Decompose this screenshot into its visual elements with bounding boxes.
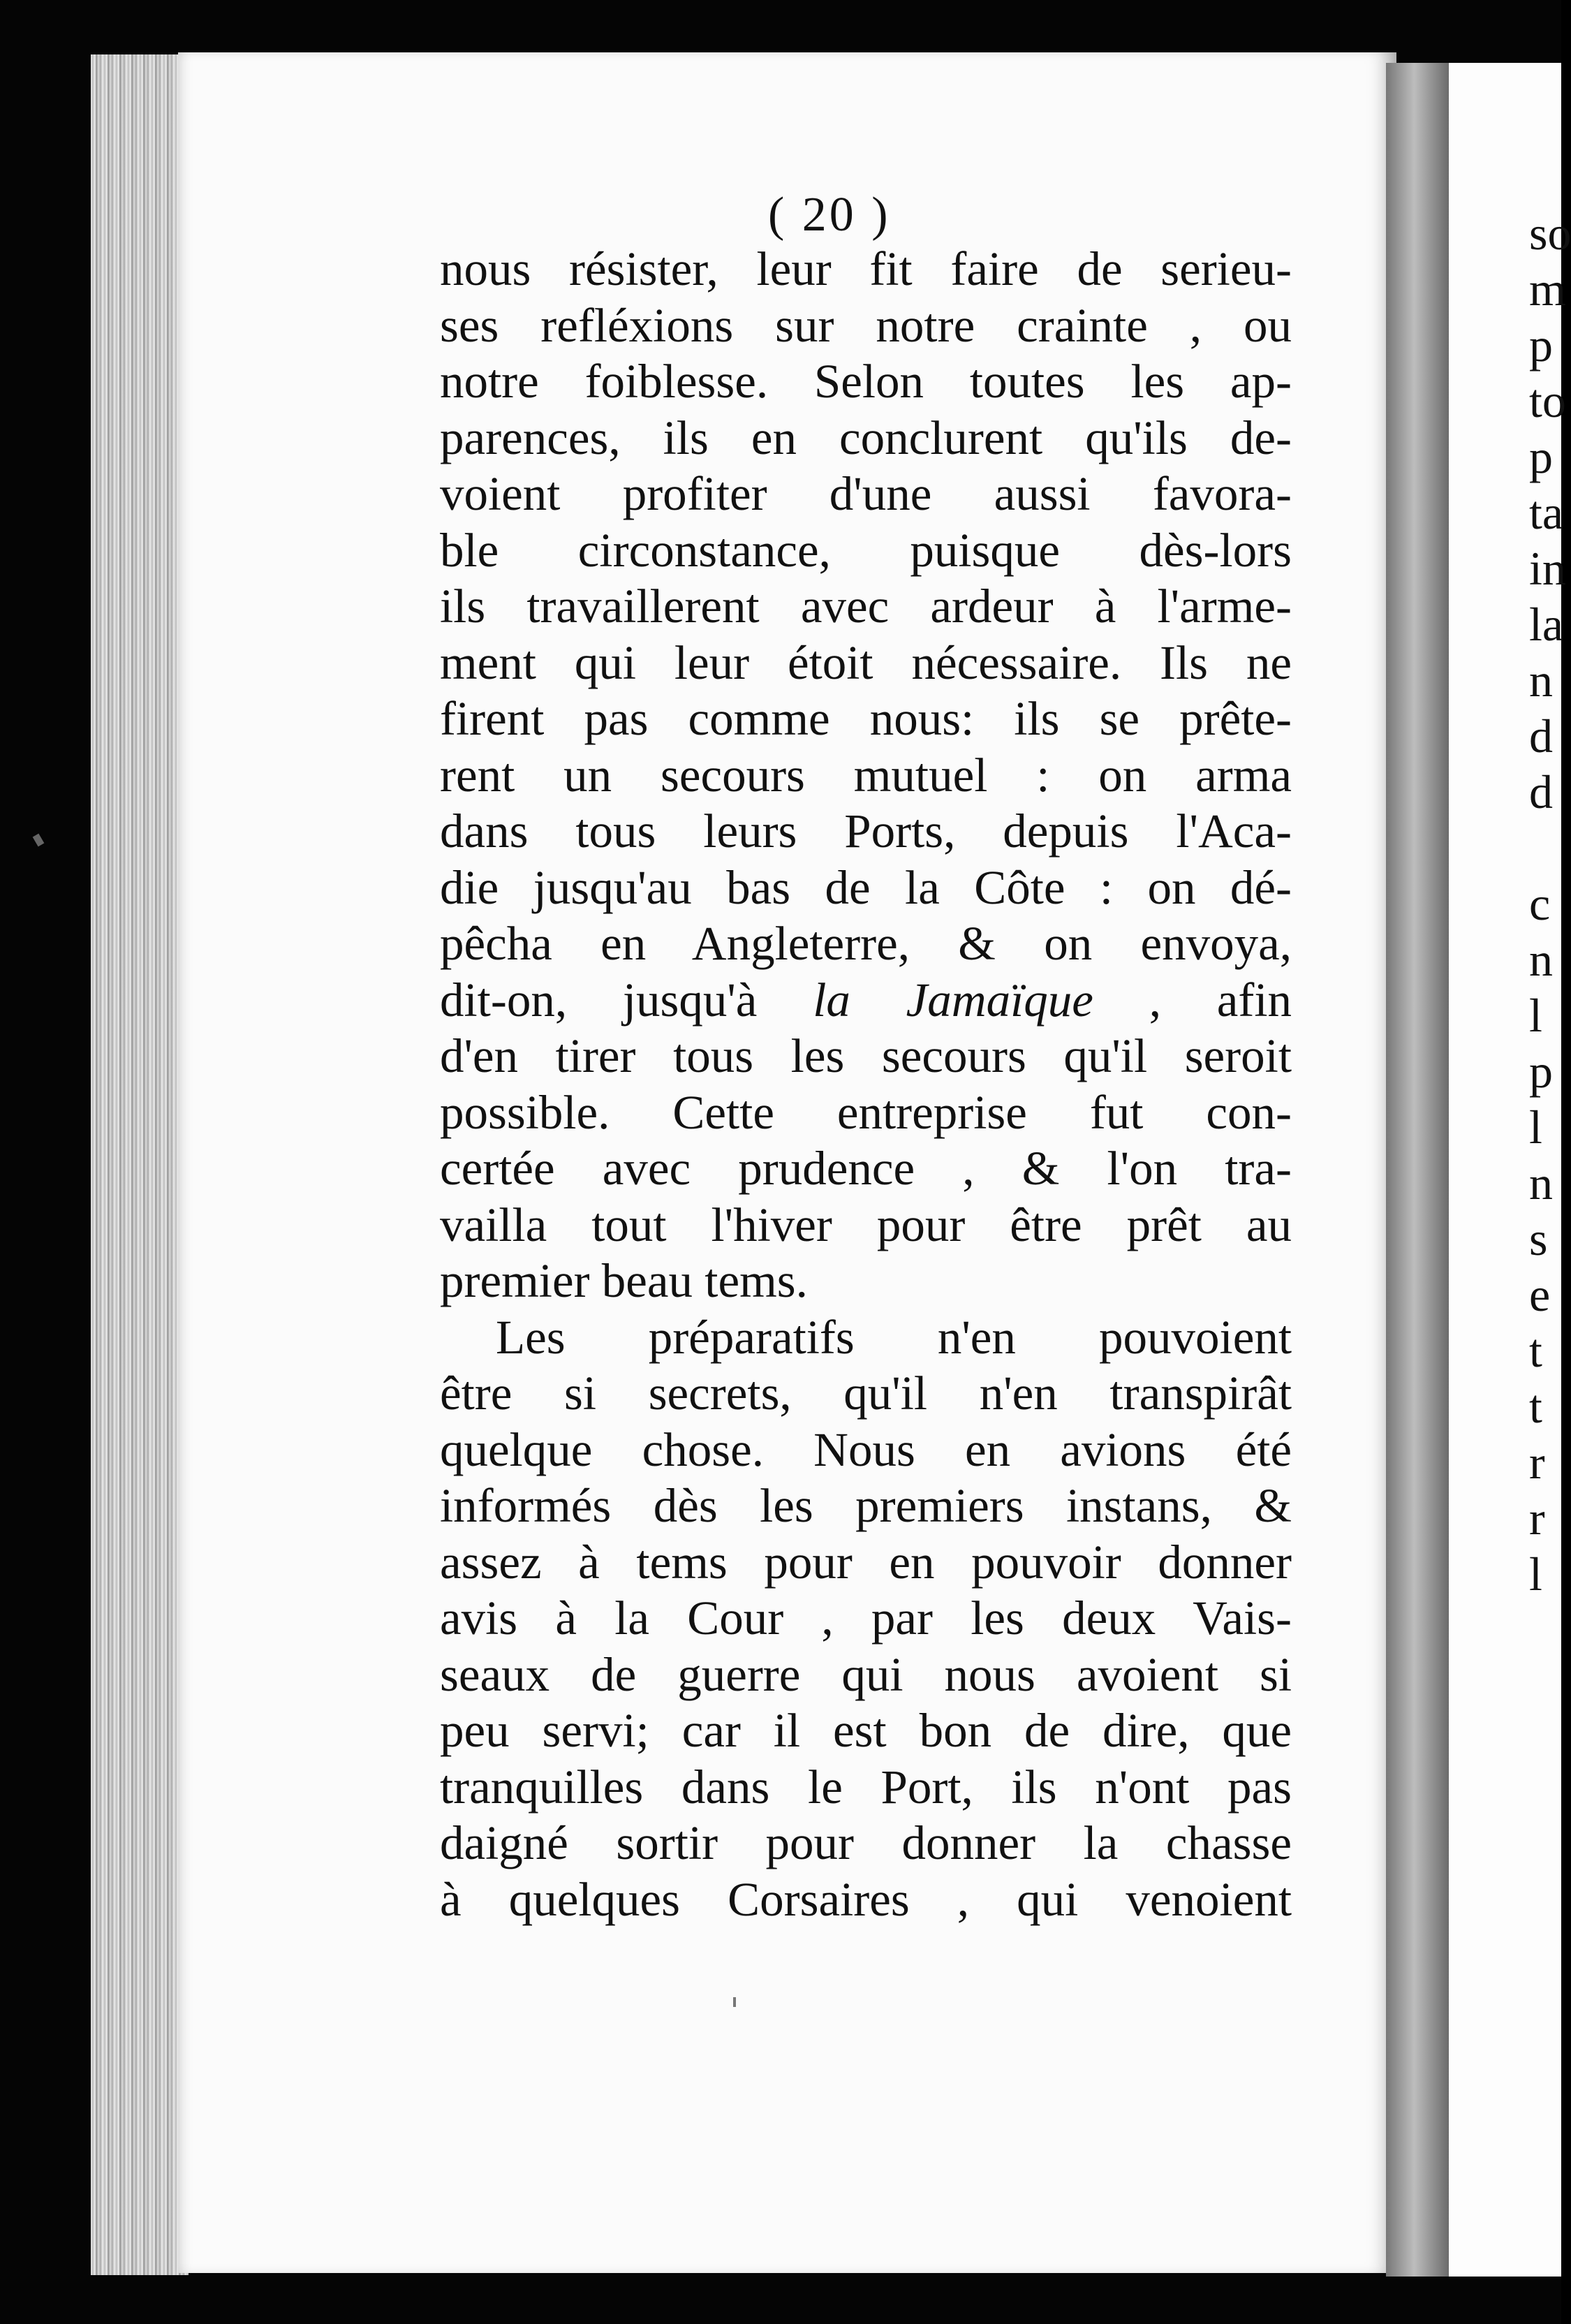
margin-speck <box>33 834 45 847</box>
text-line-26 <box>440 1647 1292 1703</box>
text-line-26-text: seaux de guerre qui nous avoient si <box>440 1647 1292 1701</box>
facing-page-fragment: p <box>1529 430 1553 483</box>
text-line-13 <box>440 915 1292 972</box>
text-line-6-text: ble circonstance, puisque dès-lors <box>440 523 1292 577</box>
text-line-29 <box>440 1815 1292 1871</box>
facing-page-fragment: n <box>1529 933 1553 986</box>
facing-page-fragment: so <box>1529 207 1571 260</box>
italic-place-name: la Jamaïque <box>813 973 1093 1027</box>
facing-page-fragment: n <box>1529 654 1553 707</box>
book-gutter <box>1386 63 1449 2277</box>
text-line-7-text: ils travaillerent avec ardeur à l'arme- <box>440 580 1292 633</box>
facing-page-fragment: l <box>1529 1101 1542 1154</box>
text-line-12 <box>440 860 1292 916</box>
text-line-2-text: ses refléxions sur notre crainte , ou <box>440 298 1292 352</box>
text-line-11-text: dans tous leurs Ports, depuis l'Aca- <box>440 804 1292 858</box>
facing-page-fragment: e <box>1529 1268 1551 1321</box>
text-line-29-text: daigné sortir pour donner la chasse <box>440 1816 1292 1869</box>
text-line-20-text: Les préparatifs n'en pouvoient <box>496 1310 1292 1364</box>
text-line-9 <box>440 691 1292 747</box>
text-line-17-text: certée avec prudence , & l'on tra- <box>440 1142 1292 1195</box>
text-line-30 <box>440 1871 1292 1928</box>
text-line-5-text: voient profiter d'une aussi favora- <box>440 467 1292 520</box>
text-line-20 <box>440 1309 1292 1366</box>
facing-page-fragment: m <box>1529 263 1566 316</box>
facing-page-fragment: l <box>1529 1547 1542 1601</box>
text-line-23-text: informés dès les premiers instans, & <box>440 1479 1292 1532</box>
text-line-7 <box>440 578 1292 635</box>
text-line-22-text: quelque chose. Nous en avions été <box>440 1422 1292 1476</box>
facing-page-fragment: n <box>1529 1156 1553 1209</box>
text-line-16-text: possible. Cette entreprise fut con- <box>440 1085 1292 1139</box>
body-text <box>440 241 1292 1927</box>
text-line-27-text: peu servi; car il est bon de dire, que <box>440 1704 1292 1757</box>
text-line-27 <box>440 1702 1292 1759</box>
text-line-3-text: notre foiblesse. Selon toutes les ap- <box>440 355 1292 408</box>
text-line-28-text: tranquilles dans le Port, ils n'ont pas <box>440 1760 1292 1814</box>
text-line-1 <box>440 241 1292 297</box>
text-line-14-text: dit-on, jusqu'à <box>440 973 813 1027</box>
page-number: ( 20 ) <box>768 188 891 242</box>
text-line-12-text: die jusqu'au bas de la Côte : on dé- <box>440 860 1292 914</box>
facing-page-fragment: la <box>1529 598 1564 651</box>
text-line-14 <box>440 972 1292 1029</box>
text-line-30-text: à quelques Corsaires , qui venoient <box>440 1872 1292 1926</box>
text-line-21-text: être si secrets, qu'il n'en transpirât <box>440 1367 1292 1420</box>
text-line-17 <box>440 1140 1292 1197</box>
text-line-3 <box>440 353 1292 410</box>
facing-page-fragment: t <box>1529 1324 1542 1377</box>
text-line-24 <box>440 1534 1292 1591</box>
text-line-25-text: avis à la Cour , par les deux Vais- <box>440 1591 1292 1645</box>
text-line-4-text: parences, ils en conclurent qu'ils de- <box>440 411 1292 464</box>
facing-page-fragment: p <box>1529 318 1553 372</box>
text-line-10 <box>440 747 1292 804</box>
facing-page-fragment: d <box>1529 709 1553 763</box>
facing-page-fragment: c <box>1529 877 1551 930</box>
text-line-16 <box>440 1084 1292 1141</box>
facing-page-fragment: r <box>1529 1436 1545 1489</box>
text-line-13-text: pêcha en Angleterre, & on envoya, <box>440 917 1292 970</box>
text-line-8 <box>440 635 1292 691</box>
text-line-14-tail: , afin <box>1093 973 1292 1027</box>
text-line-15-text: d'en tirer tous les secours qu'il seroit <box>440 1029 1292 1082</box>
facing-page <box>1449 63 1571 2277</box>
text-line-2 <box>440 297 1292 354</box>
text-line-10-text: rent un secours mutuel : on arma <box>440 748 1292 802</box>
paper-speck <box>733 1997 736 2007</box>
facing-page-fragment: l <box>1529 989 1542 1042</box>
facing-page-fragment: ta <box>1529 486 1564 539</box>
text-line-19-text: premier beau tems. <box>440 1254 808 1307</box>
text-line-18 <box>440 1197 1292 1253</box>
facing-page-fragment: in <box>1529 542 1566 595</box>
text-line-23 <box>440 1478 1292 1534</box>
text-line-24-text: assez à tems pour en pouvoir donner <box>440 1535 1292 1589</box>
facing-page-fragment: r <box>1529 1492 1545 1545</box>
text-line-9-text: firent pas comme nous: ils se prête- <box>440 692 1292 745</box>
facing-page-fragment: s <box>1529 1212 1548 1265</box>
text-line-21 <box>440 1365 1292 1422</box>
page-edges <box>91 54 189 2275</box>
text-line-19 <box>440 1253 1292 1309</box>
text-line-25 <box>440 1590 1292 1647</box>
text-line-22 <box>440 1422 1292 1478</box>
text-line-1-text: nous résister, leur fit faire de serieu- <box>440 242 1292 295</box>
text-line-6 <box>440 522 1292 579</box>
facing-page-fragment: d <box>1529 765 1553 818</box>
text-line-28 <box>440 1759 1292 1816</box>
text-line-15 <box>440 1028 1292 1084</box>
facing-page-fragment: t <box>1529 1380 1542 1433</box>
text-line-8-text: ment qui leur étoit nécessaire. Ils ne <box>440 635 1292 689</box>
facing-page-fragment: p <box>1529 1045 1553 1098</box>
text-line-4 <box>440 410 1292 466</box>
text-line-5 <box>440 466 1292 522</box>
facing-page-fragment: to <box>1529 374 1566 427</box>
text-line-18-text: vailla tout l'hiver pour être prêt au <box>440 1198 1292 1251</box>
text-line-11 <box>440 803 1292 860</box>
